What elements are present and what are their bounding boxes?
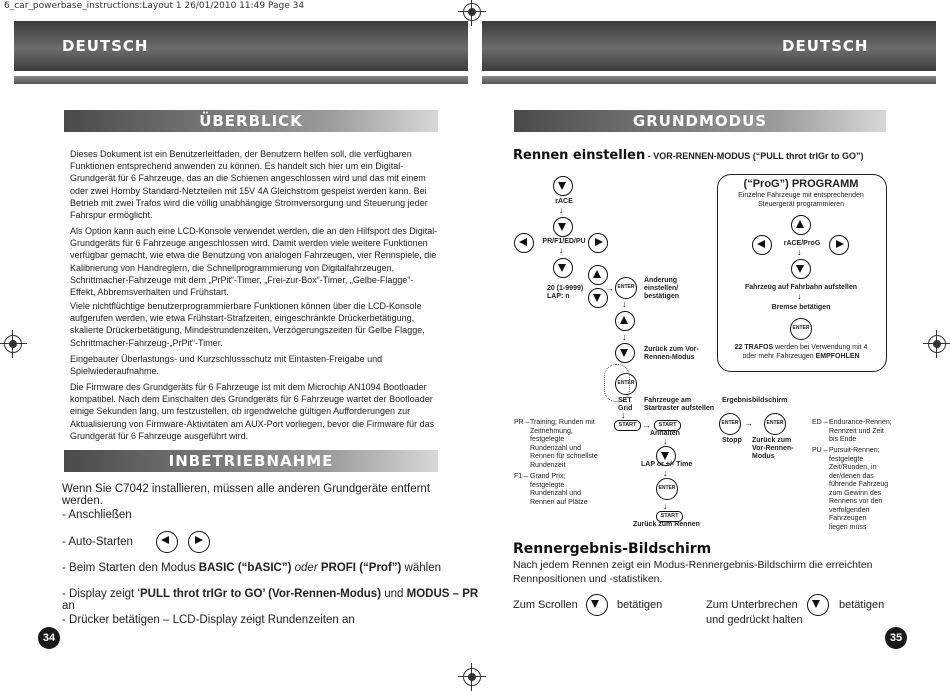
arrow-down-icon: ↓	[621, 410, 626, 420]
enter-button: ENTER	[764, 413, 786, 435]
start-button: START	[654, 420, 681, 431]
back-pre-race-label: Zurück zum Vor-	[644, 346, 699, 353]
mode-options-label: PR/F1/ED/PU	[542, 238, 586, 245]
down-button-icon	[586, 594, 608, 616]
stop-hold-label: Anhalten	[650, 430, 680, 437]
arrow-right-icon: →	[605, 283, 614, 293]
legend-key-ed: ED –	[812, 419, 828, 426]
print-slug: 6_car_powerbase_instructions:Layout 1 26/01/2010 11:49 Page 34	[4, 1, 305, 11]
arrow-down-icon: ↓	[663, 436, 668, 446]
arrow-down-icon: ↓	[663, 501, 668, 511]
legend-desc-pr: Training; Runden mit Zeitnehmung, festgelegte Rundenzahl und Rennen für schnellste Rundenzeit	[530, 419, 598, 469]
left-arrow-button-icon	[156, 531, 178, 553]
arrow-down-icon: ↓	[559, 245, 564, 255]
overview-paragraph-3: Viele nichtflüchtige benutzerprogrammierbare Funktionen können über die LCD-Konsole aufgerufen werden, wie etwa Frühstart-Strafzeiten, eingeschränkte Drückerbetätigung, skalierte Drückerbetätigung, Mindestrundenzeiten, Verzögerungszeiten für Gelbe Flagge, Schrittmacher-Fahrzeug-„PrPit“-Timer.	[70, 301, 425, 348]
arrow-down-icon: ↓	[797, 247, 802, 257]
section-heading-setup: INBETRIEBNAHME	[64, 450, 438, 472]
interrupt-hold-label: und gedrückt halten	[706, 614, 803, 626]
program-subtitle-1: Einzelne Fahrzeuge mit entsprechenden	[738, 192, 864, 199]
step-display: - Display zeigt ‘PULL throt trIGr to GO’ (Vor-Rennen-Modus) und MODUS – PR an	[62, 588, 479, 612]
arrow-right-icon: →	[744, 418, 753, 428]
program-subtitle-2: Steuergerät programmieren	[758, 201, 844, 208]
settings-label: einstellen/	[644, 285, 679, 292]
step-auto-start: - Auto-Starten	[62, 536, 133, 548]
down-button-icon	[588, 288, 608, 308]
back-pre-race-label-2: Rennen-Modus	[644, 354, 695, 361]
results-screen-label: Ergebnisbildschirm	[722, 397, 788, 404]
back-pre-race-2c: Modus	[752, 453, 775, 460]
up-button-icon	[791, 215, 811, 235]
legend-desc-ed: Endurance-Rennen; Rennzeit und Zeit bis Ende	[829, 419, 892, 443]
down-button-icon	[615, 343, 635, 363]
down-button-icon	[807, 594, 829, 616]
legend-key-f1: F1 –	[514, 473, 529, 480]
race-prog-label: rACE/ProG	[783, 240, 821, 247]
enter-button: ENTER	[719, 413, 741, 435]
enter-button: ENTER	[656, 478, 678, 500]
grid-label: Grid	[618, 405, 633, 412]
start-button: START	[614, 420, 641, 431]
results-paragraph: Nach jedem Rennen zeigt ein Modus-Rennergebnis-Bildschirm die erreichten Rennpositionen und -statistiken.	[513, 559, 873, 585]
header-stripe-right	[482, 76, 936, 84]
interrupt-label: Zum Unterbrechen	[706, 599, 798, 611]
lap-time-label: LAP or +/- Time	[641, 461, 693, 468]
lap-label: LAP: n	[547, 293, 570, 300]
back-race-label: Zurück zum Rennen	[633, 521, 700, 528]
legend-key-pu: PU –	[812, 447, 828, 454]
right-button-icon	[588, 233, 608, 253]
overview-paragraph-2: Als Option kann auch eine LCD-Konsole verwendet werden, die an den Hilfsport des Digital-Grundgeräts für 6 Fahrzeuge angeschlossen wird. Damit werden viele weitere Funktionen verfügbar gemacht, wie etwa die Benutzung von analogen Fahrzeugen, vier Rennspiele, die Kalibrierung von Handreglern, die Schnellprogrammierung von Digitalfahrzeugen, Schrittmacher-Fahrzeuge mit dem „PrPit“-Timer, „Frei-zur-Box“-Timer, „Gelbe-Flagge“-Effekt, Abbremsverhalten und Frühstart.	[70, 226, 438, 298]
left-button-icon	[752, 235, 772, 255]
down-button-icon	[553, 217, 573, 237]
down-button-icon	[553, 258, 573, 278]
registration-mark-icon	[463, 3, 481, 21]
brake-label: Bremse betätigen	[771, 304, 831, 311]
overview-paragraph-1: Dieses Dokument ist ein Benutzerleitfaden, der Benutzern helfen soll, die verfügbaren Funktionen entsprechend anwenden zu können. Es handelt sich hier um ein Digital-Grundgerät für 6 Fahrzeuge, das an die Schienen angeschlossen wird und das mit einem oder zwei Hornby Standard-Netzteilen mit 15V 4A Gleichstrom gespeist werden kann. Bei Betrieb mit zwei Trafos wird die völlig unabhängige Stromversorgung und Steuerung jeder Fahrspur ermöglicht.	[70, 149, 428, 221]
arrow-down-icon: ↓	[797, 291, 802, 301]
arrow-down-icon: ↓	[663, 468, 668, 478]
registration-mark-icon	[463, 668, 481, 686]
page-number-left: 34	[38, 627, 60, 649]
back-pre-race-2b: Vor-Rennen-	[752, 445, 794, 452]
registration-mark-icon	[928, 335, 946, 353]
grid-desc-label: Fahrzeuge am	[644, 397, 692, 404]
start-button: START	[656, 511, 683, 522]
enter-button: ENTER	[615, 277, 637, 299]
subheading-results: Rennergebnis-Bildschirm	[513, 541, 712, 557]
grid-desc-label-2: Startraster aufstellen	[644, 405, 715, 412]
interrupt-confirm-label: betätigen	[839, 599, 885, 611]
confirm-label: bestätigen	[644, 293, 680, 300]
step-mode-select: - Beim Starten den Modus BASIC (“bASIC”) oder PROFI (“Prof”) wählen	[62, 562, 441, 574]
language-label-right: DEUTSCH	[782, 37, 869, 55]
up-button-icon	[588, 265, 608, 285]
stop-label: Stopp	[722, 437, 742, 444]
arrow-down-icon: ↓	[622, 299, 627, 309]
section-heading-overview: ÜBERBLICK	[64, 110, 438, 132]
back-pre-race-2: Zurück zum	[752, 437, 792, 444]
overview-paragraph-5: Die Firmware des Grundgeräts für 6 Fahrzeuge ist mit dem Microchip AN1094 Bootloader kompatibel. Nach dem Einschalten des Grundgeräts für 6 Fahrzeuge wartet der Bootloader einige Sekunden lang, um festzustellen, ob irgendwelche gültigen Aufforderungen zur Aktualisierung von Firmware-Aktivitäten am AUX-Port vorliegen, bevor die Firmware für das Grundgerät für 6 Fahrzeuge ausgeführt wird.	[70, 382, 435, 441]
step-connect: - Anschließen	[62, 509, 132, 521]
enter-button: ENTER	[790, 318, 812, 340]
section-heading-basic-mode: GRUNDMODUS	[514, 110, 886, 132]
legend-desc-pu: Pursuit-Rennen; festgelegte Zeit/Runden, in der/denen das führende Fahrzeug zum Gewinn des Rennens vor den verfolgenden Fahrzeugen liegen muss	[829, 447, 889, 531]
program-title: (“ProG”) PROGRAMM	[743, 178, 859, 190]
car-on-track-label: Fahrzeug auf Fahrbahn aufstellen	[744, 284, 857, 291]
transformer-note: 22 TRAFOS werden bei Verwendung mit 4	[734, 344, 868, 351]
subheading-race-setup: Rennen einstellen - VOR-RENNEN-MODUS (“PULL throt trIGr to GO”)	[513, 148, 864, 163]
step-trigger: - Drücker betätigen – LCD-Display zeigt Rundenzeiten an	[62, 614, 355, 626]
arrow-down-icon: ↓	[559, 205, 564, 215]
registration-mark-icon	[4, 335, 22, 353]
enter-button: ENTER	[615, 373, 637, 395]
up-button-icon	[615, 311, 635, 331]
overview-paragraph-4: Eingebauter Überlastungs- und Kurzschlussschutz mit Eintasten-Freigabe und Spielwiederaufnahme.	[70, 354, 383, 377]
down-button-icon	[553, 176, 573, 196]
arrow-right-icon: →	[642, 420, 651, 430]
language-label-left: DEUTSCH	[62, 37, 149, 55]
legend-key-pr: PR –	[514, 419, 530, 426]
scroll-confirm-label: betätigen	[617, 599, 663, 611]
install-note: Wenn Sie C7042 installieren, müssen alle anderen Grundgeräte entfernt werden.	[62, 483, 431, 507]
left-button-icon	[514, 233, 534, 253]
transformer-note-2: oder mehr Fahrzeugen EMPFOHLEN	[742, 353, 860, 360]
right-button-icon	[829, 235, 849, 255]
page-number-right: 35	[885, 627, 907, 649]
arrow-down-icon: ↓	[622, 332, 627, 342]
scroll-label: Zum Scrollen	[513, 599, 578, 611]
header-stripe-left	[14, 76, 468, 84]
legend-desc-f1: Grand Prix; festgelegte Rundenzahl und Rennen auf Plätze	[530, 473, 588, 506]
change-label: Änderung	[644, 277, 678, 284]
laps-range-label: 20 (1-9999)	[547, 285, 584, 292]
race-label: rACE	[555, 198, 573, 205]
right-arrow-button-icon	[188, 531, 210, 553]
down-button-icon	[791, 259, 811, 279]
set-label: SET	[618, 397, 632, 404]
